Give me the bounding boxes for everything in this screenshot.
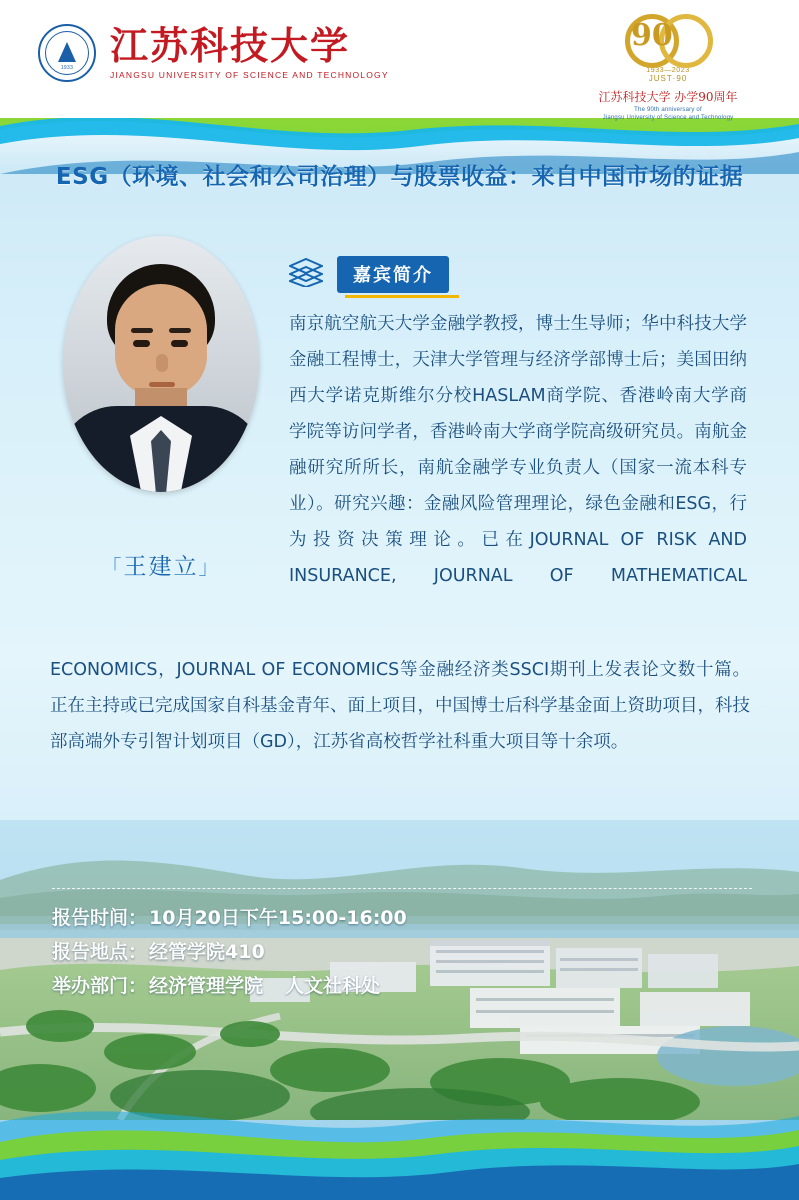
bracket-right: 」 <box>198 555 221 579</box>
bracket-left: 「 <box>101 555 124 579</box>
portrait-brow-right <box>169 328 191 333</box>
portrait-face <box>115 284 207 396</box>
poster-header <box>0 0 799 121</box>
info-time-label: 报告时间： <box>52 907 148 929</box>
layers-icon-svg <box>289 257 323 287</box>
event-info-block <box>52 888 752 1003</box>
seal-year: 1933 <box>60 65 74 71</box>
speaker-name: 王建立 <box>123 554 199 580</box>
footer-wave-svg <box>0 1050 799 1200</box>
university-name-cn: 江苏科技大学 <box>110 23 351 69</box>
portrait-brow-left <box>131 328 153 333</box>
speaker-portrait <box>63 236 259 492</box>
info-place-row <box>52 935 752 969</box>
info-time-value: 10月20日下午15:00-16:00 <box>149 907 407 929</box>
portrait-nose <box>156 354 168 372</box>
info-org-label: 举办部门： <box>52 975 148 997</box>
anniversary-cn: 江苏科技大学 办学90周年 <box>598 90 738 104</box>
bio-heading-label: 嘉宾简介 <box>337 256 449 293</box>
info-divider <box>52 888 752 889</box>
anniversary-years: 1933—2023 <box>646 67 690 74</box>
anniversary-en-line2: Jiangsu University of Science and Technology <box>602 115 734 121</box>
anniversary-badge <box>573 12 763 121</box>
anniversary-number: 90 <box>631 18 673 53</box>
bio-text-wide <box>50 652 750 760</box>
portrait-eye-left <box>133 340 150 347</box>
university-logo-text <box>110 23 389 80</box>
info-org-value-2: 人文社科处 <box>285 975 381 997</box>
info-time-row <box>52 901 752 935</box>
anniversary-code: JUST·90 <box>648 74 688 83</box>
anniversary-en-line1: The 90th anniversary of <box>634 107 702 113</box>
portrait-mouth <box>149 382 175 387</box>
bio-text-column <box>289 306 747 594</box>
anniversary-ring-icon <box>573 12 763 66</box>
layers-icon <box>289 257 323 292</box>
poster-title-bar <box>0 158 799 191</box>
bio-paragraph-right: 南京航空航天大学金融学教授，博士生导师；华中科技大学金融工程博士，天津大学管理与经济学部博士后；美国田纳西大学诺克斯维尔分校HASLAM商学院、香港岭南大学商学院等访问学者，香港岭南大学商学院高级研究员。南航金融研究所所长，南航金融学专业负责人（国家一流本科专业）。研究兴趣：金融风险管理理论，绿色金融和ESG，行为投资决策理论。已在JOURNAL OF RISK AND INSURANCE, JOURNAL OF MATHEMATICAL <box>289 314 747 586</box>
info-place-label: 报告地点： <box>52 941 148 963</box>
footer-wave-decoration <box>0 1050 799 1200</box>
info-org-row <box>52 969 752 1003</box>
sail-shape <box>58 42 76 62</box>
university-logo <box>38 24 389 82</box>
page-title: ESG（环境、社会和公司治理）与股票收益：来自中国市场的证据 <box>55 164 744 190</box>
portrait-eye-right <box>171 340 188 347</box>
bio-heading <box>289 256 449 293</box>
bio-paragraph-wide: ECONOMICS，JOURNAL OF ECONOMICS等金融经济类SSCI期刊上发表论文数十篇。正在主持或已完成国家自科基金青年、面上项目，中国博士后科学基金面上资助项目，科技部高端外专引智计划项目（GD），江苏省高校哲学社科重大项目等十余项。 <box>50 660 750 752</box>
info-org-value-1: 经济管理学院 <box>149 975 264 997</box>
university-name-en: JIANGSU UNIVERSITY OF SCIENCE AND TECHNOLOGY <box>110 69 389 80</box>
speaker-name-row <box>63 548 259 581</box>
university-seal-icon <box>38 24 96 82</box>
info-place-value: 经管学院410 <box>149 941 265 963</box>
